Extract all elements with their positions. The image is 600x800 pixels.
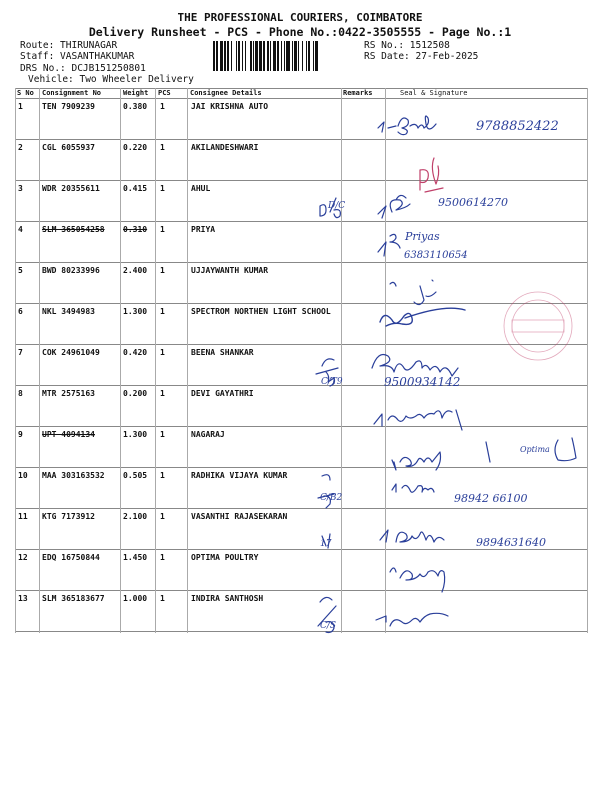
cell-pcs: 1 (160, 471, 165, 480)
cell-sno: 3 (18, 184, 23, 193)
cell-sno: 6 (18, 307, 23, 316)
cell-consignment: COK 24961049 (42, 348, 100, 357)
cell-pcs: 1 (160, 553, 165, 562)
column-divider (385, 88, 386, 633)
drs-number: DRS No.: DCJB151250801 (20, 63, 146, 74)
cell-sno: 2 (18, 143, 23, 152)
handwritten-phone-row-11: 9894631640 (476, 536, 546, 549)
cell-consignment: EDQ 16750844 (42, 553, 100, 562)
cell-pcs: 1 (160, 512, 165, 521)
remark-3-text: D/C (328, 201, 346, 211)
cell-weight: 0.200 (123, 389, 148, 398)
col-header-consignee: Consignee Details (190, 89, 262, 97)
row-divider (15, 590, 587, 591)
cell-pcs: 1 (160, 389, 165, 398)
cell-consignment: KTG 7173912 (42, 512, 95, 521)
cell-consignment: CGL 6055937 (42, 143, 95, 152)
table-top-border (15, 88, 587, 89)
cell-consignee: JAI KRISHNA AUTO (191, 102, 269, 111)
cell-consignee: RADHIKA VIJAYA KUMAR (191, 471, 288, 480)
cell-sno: 12 (18, 553, 28, 562)
column-divider (39, 88, 40, 633)
cell-consignee: SPECTROM NORTHEN LIGHT SCHOOL (191, 307, 331, 316)
col-header-sno: S No (17, 89, 34, 97)
handwritten-phone-row-10: 98942 66100 (454, 492, 528, 505)
handwritten-note-row-4: Priyas (405, 230, 440, 243)
cell-consignee: DEVI GAYATHRI (191, 389, 254, 398)
runsheet-table (15, 88, 587, 633)
row-divider (15, 221, 587, 222)
column-divider (587, 88, 588, 633)
cell-consignee: INDIRA SANTHOSH (191, 594, 264, 603)
cell-sno: 7 (18, 348, 23, 357)
cell-consignee: OPTIMA POULTRY (191, 553, 259, 562)
row-divider (15, 262, 587, 263)
cell-weight: 2.100 (123, 512, 148, 521)
cell-consignee: AHUL (191, 184, 211, 193)
row-divider (15, 303, 587, 304)
cell-sno: 5 (18, 266, 23, 275)
cell-weight: 1.300 (123, 307, 148, 316)
rs-number: RS No.: 1512508 (364, 40, 450, 51)
row-divider (15, 180, 587, 181)
rs-date: RS Date: 27-Feb-2025 (364, 51, 479, 62)
remark-10-text: C/B2 (320, 493, 343, 503)
col-header-pcs: PCS (158, 89, 171, 97)
row-divider (15, 426, 587, 427)
remark-11-text: 17 (320, 539, 332, 549)
cell-sno: 1 (18, 102, 23, 111)
remark-13-text: C/S (320, 621, 337, 631)
cell-weight: 0.380 (123, 102, 148, 111)
cell-sno: 8 (18, 389, 23, 398)
route-label: Route: THIRUNAGAR (20, 40, 118, 51)
row-divider (15, 344, 587, 345)
column-divider (120, 88, 121, 633)
col-header-signature: Seal & Signature (400, 89, 468, 97)
cell-pcs: 1 (160, 184, 165, 193)
cell-sno: 11 (18, 512, 28, 521)
cell-sno: 9 (18, 430, 23, 439)
cell-pcs: 1 (160, 266, 165, 275)
col-header-consignment: Consignment No (42, 89, 102, 97)
cell-weight: 1.300 (123, 430, 148, 439)
handwritten-phone-row-7: 9500934142 (384, 375, 461, 389)
header-divider (15, 98, 587, 99)
cell-weight: 2.400 (123, 266, 148, 275)
handwritten-phone-row-3: 9500614270 (438, 196, 508, 209)
cell-weight: 1.450 (123, 553, 148, 562)
cell-consignment: NKL 3494983 (42, 307, 95, 316)
column-divider (15, 88, 16, 633)
cell-consignee: PRIYA (191, 225, 216, 234)
cell-consignment: SLM 365054258 (42, 225, 105, 234)
cell-pcs: 1 (160, 143, 165, 152)
cell-consignment: BWD 80233996 (42, 266, 100, 275)
col-header-weight: Weight (123, 89, 149, 97)
cell-weight: 0.420 (123, 348, 148, 357)
cell-pcs: 1 (160, 225, 165, 234)
cell-consignment: UPT 4094134 (42, 430, 95, 439)
handwritten-phone-row-4: 6383110654 (404, 250, 468, 261)
cell-consignee: BEENA SHANKAR (191, 348, 254, 357)
cell-weight: 0.310 (123, 225, 148, 234)
handwritten-stamp-row-9: Optima (520, 445, 550, 454)
company-title: THE PROFESSIONAL COURIERS, COIMBATORE (177, 11, 423, 24)
cell-sno: 10 (18, 471, 28, 480)
col-header-remarks: Remarks (343, 89, 373, 97)
cell-consignment: SLM 365183677 (42, 594, 105, 603)
cell-consignment: TEN 7909239 (42, 102, 95, 111)
row-divider (15, 467, 587, 468)
cell-consignment: MAA 303163532 (42, 471, 105, 480)
column-divider (341, 88, 342, 633)
cell-consignment: MTR 2575163 (42, 389, 95, 398)
cell-consignment: WDR 20355611 (42, 184, 100, 193)
cell-consignee: NAGARAJ (191, 430, 225, 439)
cell-pcs: 1 (160, 430, 165, 439)
column-divider (155, 88, 156, 633)
cell-consignee: VASANTHI RAJASEKARAN (191, 512, 288, 521)
row-divider (15, 385, 587, 386)
cell-sno: 4 (18, 225, 23, 234)
barcode (213, 41, 355, 71)
cell-weight: 0.505 (123, 471, 148, 480)
vehicle-label: Vehicle: Two Wheeler Delivery (28, 74, 194, 85)
cell-weight: 0.220 (123, 143, 148, 152)
cell-pcs: 1 (160, 348, 165, 357)
cell-pcs: 1 (160, 307, 165, 316)
runsheet-subtitle: Delivery Runsheet - PCS - Phone No.:0422-3505555 - Page No.:1 (88, 25, 512, 39)
remark-7-text: C/T9 (321, 377, 343, 387)
column-divider (187, 88, 188, 633)
cell-weight: 0.415 (123, 184, 148, 193)
cell-pcs: 1 (160, 594, 165, 603)
row-divider (15, 631, 587, 632)
row-divider (15, 139, 587, 140)
staff-label: Staff: VASANTHAKUMAR (20, 51, 135, 62)
cell-consignee: UJJAYWANTH KUMAR (191, 266, 269, 275)
cell-sno: 13 (18, 594, 28, 603)
cell-consignee: AKILANDESHWARI (191, 143, 259, 152)
cell-weight: 1.000 (123, 594, 148, 603)
row-divider (15, 549, 587, 550)
handwritten-phone-row-1: 9788852422 (476, 119, 559, 134)
row-divider (15, 508, 587, 509)
cell-pcs: 1 (160, 102, 165, 111)
